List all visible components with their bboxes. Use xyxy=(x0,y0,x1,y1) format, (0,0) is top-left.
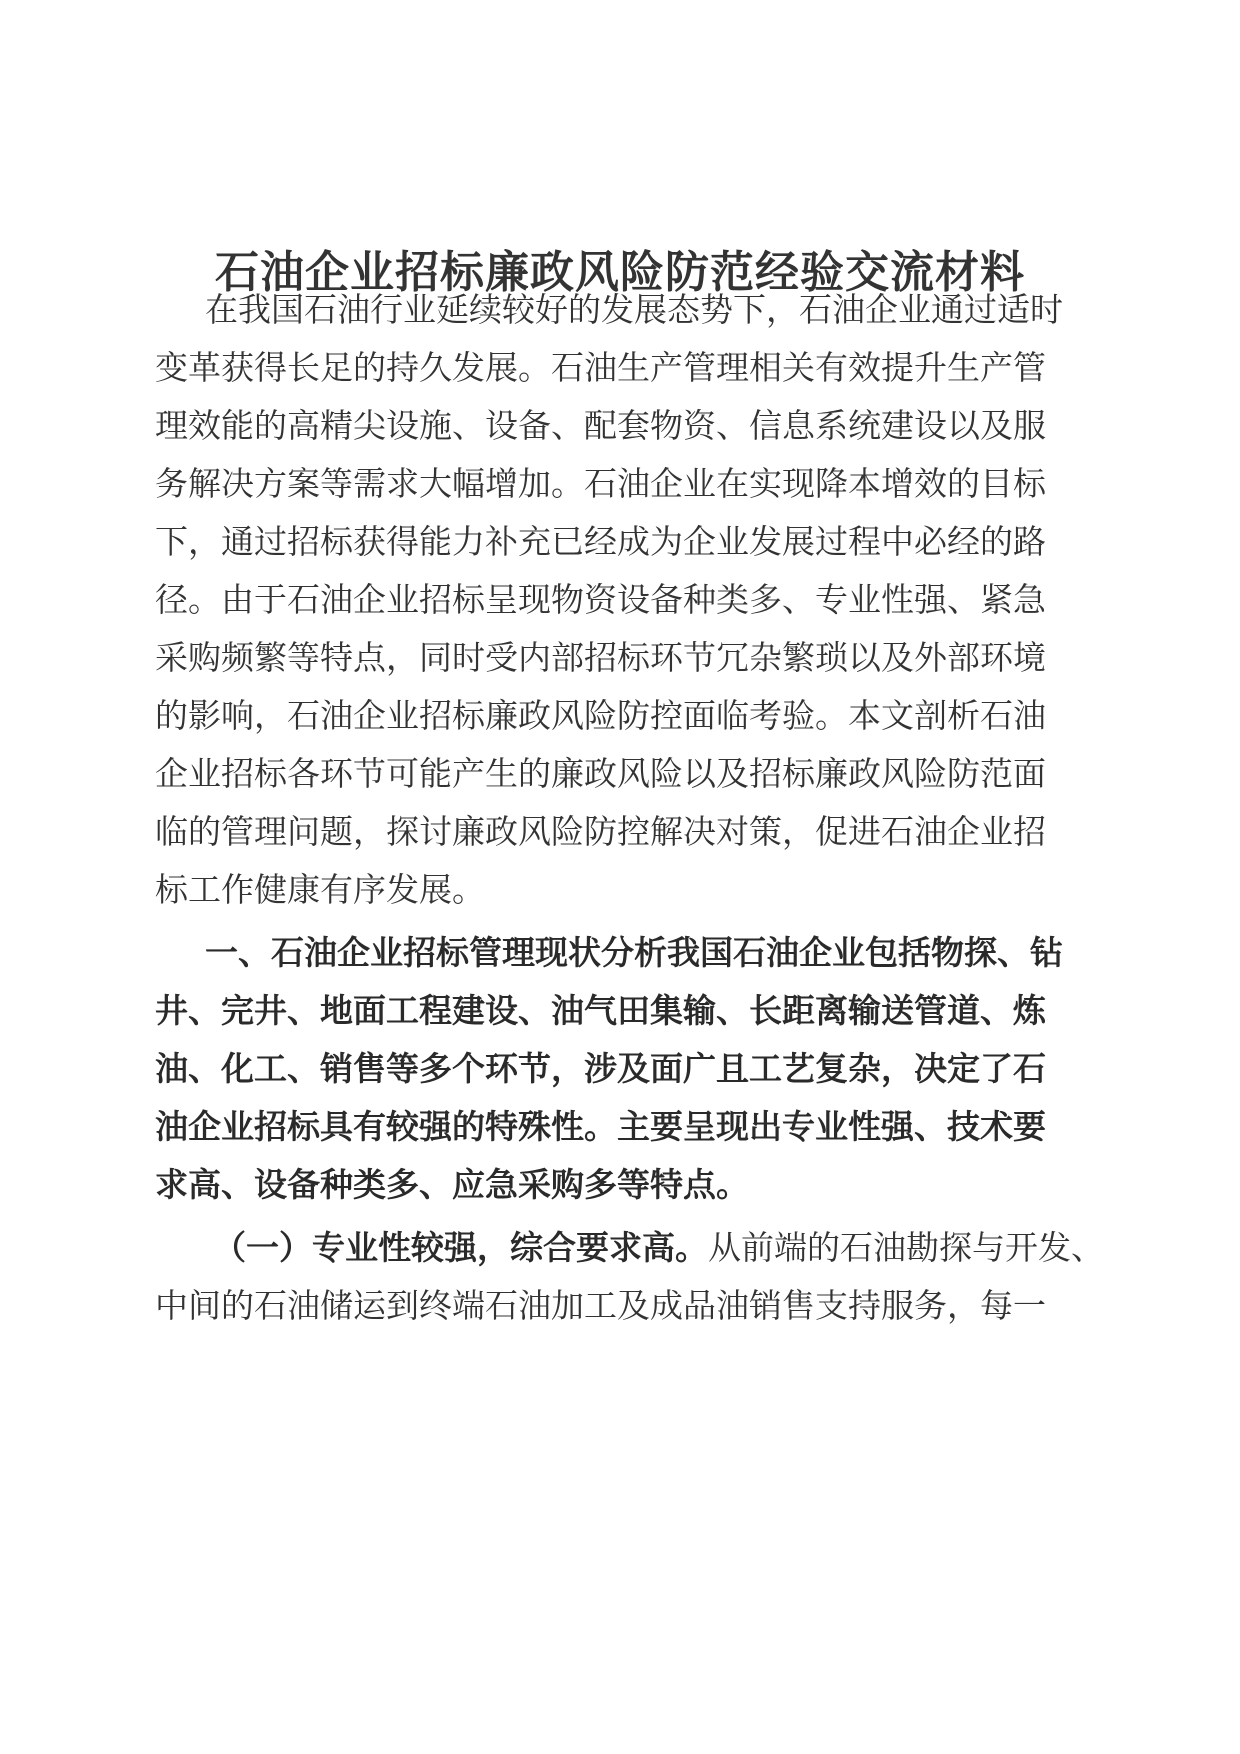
document-title: 石油企业招标廉政风险防范经验交流材料 xyxy=(215,247,1025,298)
paragraph-line: 理效能的高精尖设施、设备、配套物资、信息系统建设以及服 xyxy=(155,406,1046,445)
paragraph-line: 企业招标各环节可能产生的廉政风险以及招标廉政风险防范面 xyxy=(155,754,1046,793)
paragraph-line: 务解决方案等需求大幅增加。石油企业在实现降本增效的目标 xyxy=(155,464,1046,503)
paragraph-line: 径。由于石油企业招标呈现物资设备种类多、专业性强、紧急 xyxy=(155,580,1046,619)
paragraph-line: 临的管理问题，探讨廉政风险防控解决对策，促进石油企业招 xyxy=(155,812,1046,851)
subsection-first-line xyxy=(213,1227,1104,1269)
section-line: 一、石油企业招标管理现状分析我国石油企业包括物探、钻 xyxy=(205,933,1063,972)
paragraph-line: 下，通过招标获得能力补充已经成为企业发展过程中必经的路 xyxy=(155,522,1046,561)
paragraph-line: 采购频繁等特点，同时受内部招标环节冗杂繁琐以及外部环境 xyxy=(155,638,1046,677)
section-line: 求高、设备种类多、应急采购多等特点。 xyxy=(155,1165,749,1204)
paragraph-line: 中间的石油储运到终端石油加工及成品油销售支持服务，每一 xyxy=(155,1286,1046,1325)
paragraph-line: 标工作健康有序发展。 xyxy=(155,870,485,909)
section-line: 油、化工、销售等多个环节，涉及面广且工艺复杂，决定了石 xyxy=(155,1049,1046,1088)
subsection-text: 从前端的石油勘探与开发、 xyxy=(708,1228,1104,1267)
paragraph-line: 在我国石油行业延续较好的发展态势下，石油企业通过适时 xyxy=(205,290,1063,329)
section-line: 井、完井、地面工程建设、油气田集输、长距离输送管道、炼 xyxy=(155,991,1046,1030)
section-line: 油企业招标具有较强的特殊性。主要呈现出专业性强、技术要 xyxy=(155,1107,1046,1146)
paragraph-line: 变革获得长足的持久发展。石油生产管理相关有效提升生产管 xyxy=(155,348,1046,387)
paragraph-line: 的影响，石油企业招标廉政风险防控面临考验。本文剖析石油 xyxy=(155,696,1046,735)
subsection-heading: （一）专业性较强，综合要求高。 xyxy=(213,1228,708,1267)
